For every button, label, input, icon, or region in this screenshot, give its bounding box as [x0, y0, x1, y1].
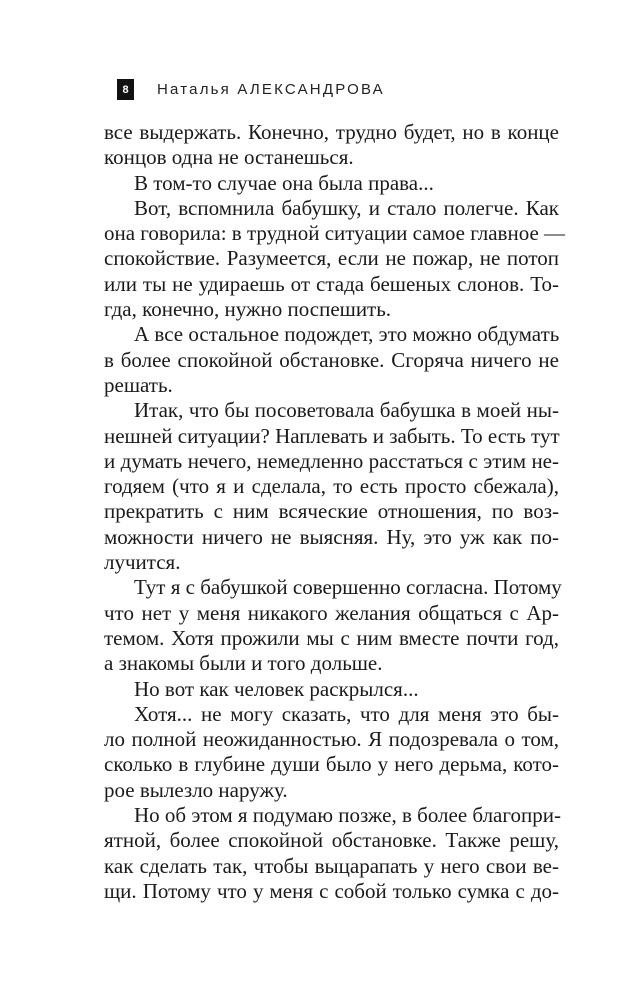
text-line: ятной, более спокойной обстановке. Также решу, — [104, 828, 559, 853]
text-line: щи. Потому что у меня с собой только сумка с до- — [104, 878, 559, 903]
text-line: ло полной неожиданностью. Я подозревала о том, — [104, 727, 559, 752]
text-line: концов одна не останешься. — [104, 145, 354, 170]
text-line: В том-то случае она была права... — [134, 170, 434, 195]
text-line: что нет у меня никакого желания общаться с Ар- — [104, 600, 559, 625]
text-line: годяем (что я и сделала, то есть просто сбежала), — [104, 474, 559, 499]
running-header — [117, 79, 385, 100]
body-text — [104, 120, 566, 904]
text-line: как сделать так, чтобы выцарапать у него свои ве- — [104, 853, 559, 878]
text-line: А все остальное подождет, это можно обдумать — [134, 322, 560, 347]
text-line: лучится. — [104, 550, 181, 575]
text-line: решать. — [104, 372, 173, 397]
text-line: или ты не удираешь от стада бешеных слонов. То- — [104, 271, 559, 296]
text-line: она говорила: в трудной ситуации самое главное — — [104, 221, 566, 246]
text-line: в более спокойной обстановке. Сгоряча ничего не — [104, 347, 559, 372]
text-line: Но об этом я подумаю позже, в более благопри- — [134, 803, 561, 828]
text-line: и думать нечего, немедленно расстаться с этим не- — [104, 448, 559, 473]
text-line: темом. Хотя прожили мы с ним вместе почти год, — [104, 625, 559, 650]
text-line: Хотя... не могу сказать, что для меня это бы- — [134, 701, 559, 726]
text-line: Вот, вспомнила бабушку, и стало полегче. Как — [134, 195, 559, 220]
text-line: Тут я с бабушкой совершенно согласна. Потому — [134, 575, 562, 600]
author-name: Наталья АЛЕКСАНДРОВА — [157, 81, 385, 98]
text-line: Но вот как человек раскрылся... — [134, 676, 419, 701]
page-number: 8 — [117, 79, 134, 100]
text-line: Итак, что бы посоветовала бабушка в моей ны- — [134, 398, 559, 423]
text-line: спокойствие. Разумеется, если не пожар, не потоп — [104, 246, 559, 271]
text-line: можности ничего не выясняя. Ну, это уж как по- — [104, 524, 559, 549]
text-line: сколько в глубине души было у него дерьма, кото- — [104, 752, 559, 777]
text-line: а знакомы были и того дольше. — [104, 651, 383, 676]
text-line: рое вылезло наружу. — [104, 777, 288, 802]
text-line: прекратить с ним всяческие отношения, по воз- — [104, 499, 559, 524]
text-line: все выдержать. Конечно, трудно будет, но в конце — [104, 120, 559, 144]
text-line: гда, конечно, нужно поспешить. — [104, 297, 392, 322]
text-line: нешней ситуации? Наплевать и забыть. То есть тут — [104, 423, 560, 448]
